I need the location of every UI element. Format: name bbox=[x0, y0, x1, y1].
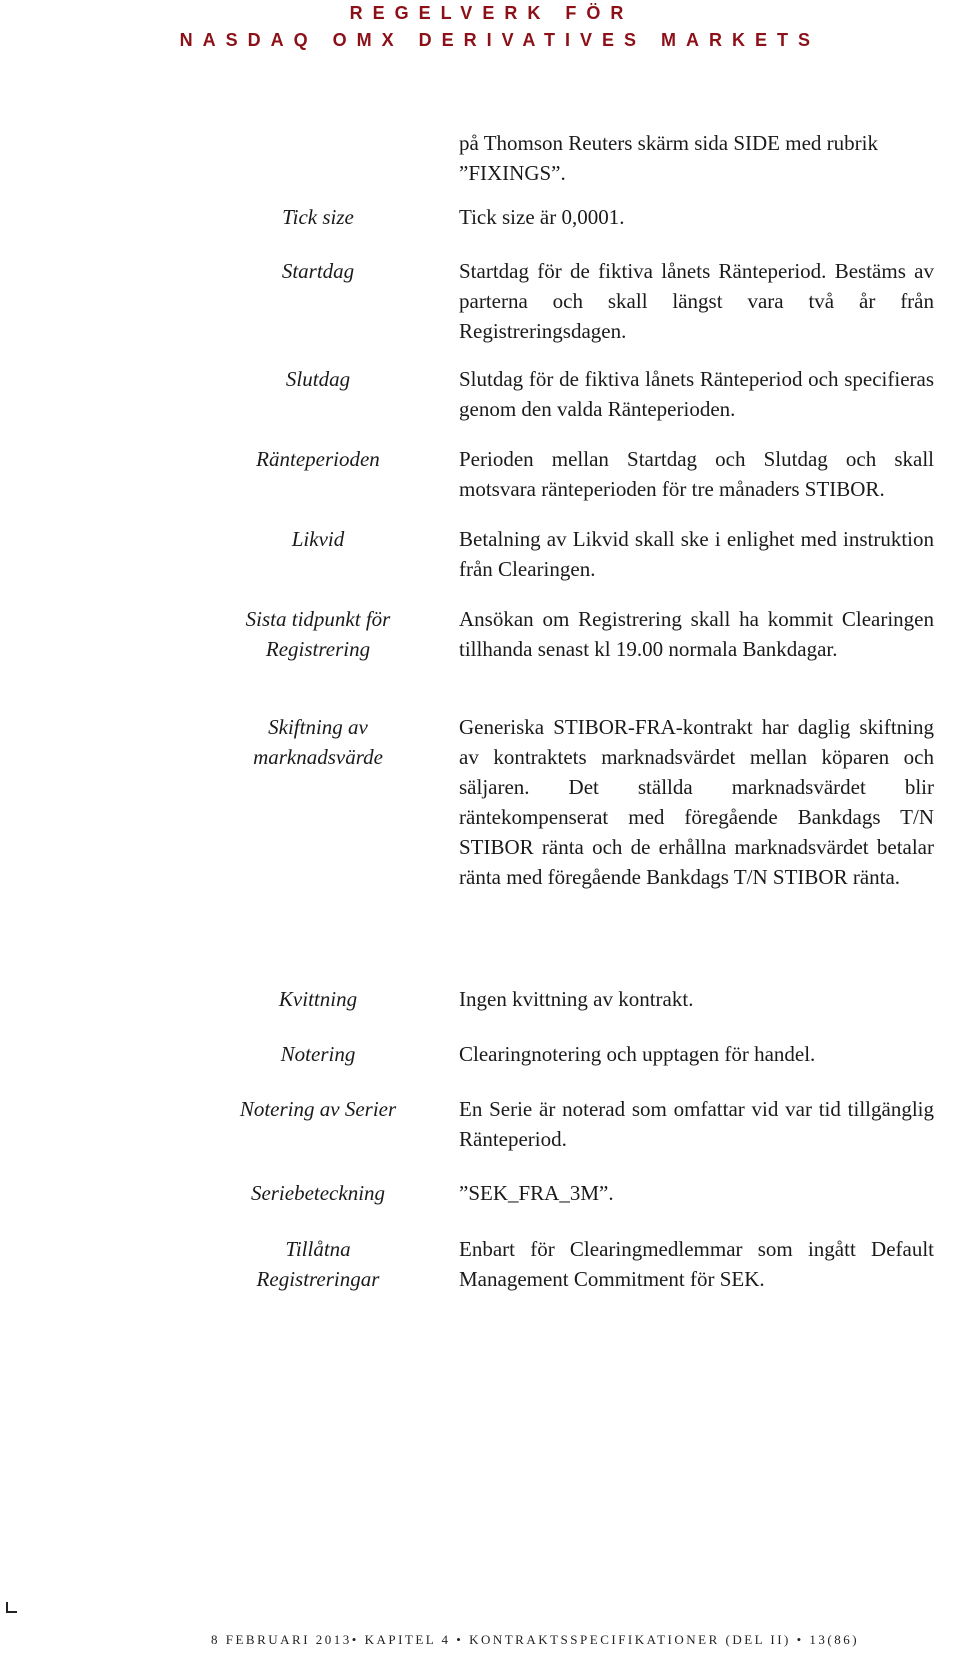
term-definition: Generiska STIBOR-FRA-kontrakt har daglig skiftning av kontraktets marknadsvärdet mellan köparen och säljaren. Det ställda marknadsvärdet blir räntekompenserat med föregående Bankdags T/N STIBOR ränta och de erhållna marknadsvärdet betalar ränta med föregående Bankdags T/N STIBOR ränta. bbox=[459, 715, 934, 889]
term-definition: Tick size är 0,0001. bbox=[459, 205, 625, 229]
term-label: Likvid bbox=[291, 527, 345, 551]
term-definition: Slutdag för de fiktiva lånets Ränteperiod och specifieras genom den valda Ränteperioden. bbox=[459, 367, 934, 421]
term-definition: Ansökan om Registrering skall ha kommit Clearingen tillhanda senast kl 19.00 normala Bankdagar. bbox=[459, 607, 934, 661]
term-label: Tick size bbox=[282, 205, 354, 229]
intro-paragraph: på Thomson Reuters skärm sida SIDE med rubrik ”FIXINGS”. bbox=[459, 131, 878, 185]
header-title-line-2: NASDAQ OMX DERIVATIVES MARKETS bbox=[179, 30, 820, 50]
term-definition: ”SEK_FRA_3M”. bbox=[459, 1181, 614, 1205]
page-footer: 8 FEBRUARI 2013• KAPITEL 4 • KONTRAKTSSPECIFIKATIONER (DEL II) • 13(86) bbox=[211, 1632, 860, 1647]
term-label: Notering bbox=[280, 1042, 356, 1066]
document-header bbox=[180, 0, 820, 54]
term-label: Skiftning av marknadsvärde bbox=[253, 715, 383, 769]
term-definition: Startdag för de fiktiva lånets Ränteperiod. Bestäms av parterna och skall längst vara två år från Registreringsdagen. bbox=[459, 259, 934, 343]
term-definition: Clearingnotering och upptagen för handel. bbox=[459, 1042, 816, 1066]
term-label: Tillåtna Registreringar bbox=[256, 1237, 380, 1291]
term-definition: Enbart för Clearingmedlemmar som ingått Default Management Commitment för SEK. bbox=[459, 1237, 934, 1291]
term-label: Notering av Serier bbox=[239, 1097, 397, 1121]
term-label: Kvittning bbox=[278, 987, 358, 1011]
term-label: Startdag bbox=[281, 259, 355, 283]
term-label: Slutdag bbox=[285, 367, 351, 391]
term-definition: Ingen kvittning av kontrakt. bbox=[459, 987, 694, 1011]
header-title-line-1: REGELVERK FÖR bbox=[349, 3, 634, 23]
term-label: Seriebeteckning bbox=[250, 1181, 386, 1205]
term-definition: En Serie är noterad som omfattar vid var tid tillgänglig Ränteperiod. bbox=[459, 1097, 934, 1151]
crop-mark bbox=[6, 1602, 17, 1613]
term-label: Ränteperioden bbox=[256, 447, 380, 471]
term-label: Sista tidpunkt för Registrering bbox=[245, 607, 391, 661]
term-definition: Perioden mellan Startdag och Slutdag och skall motsvara ränteperioden för tre månaders STIBOR. bbox=[459, 447, 934, 501]
term-definition: Betalning av Likvid skall ske i enlighet med instruktion från Clearingen. bbox=[459, 527, 934, 581]
